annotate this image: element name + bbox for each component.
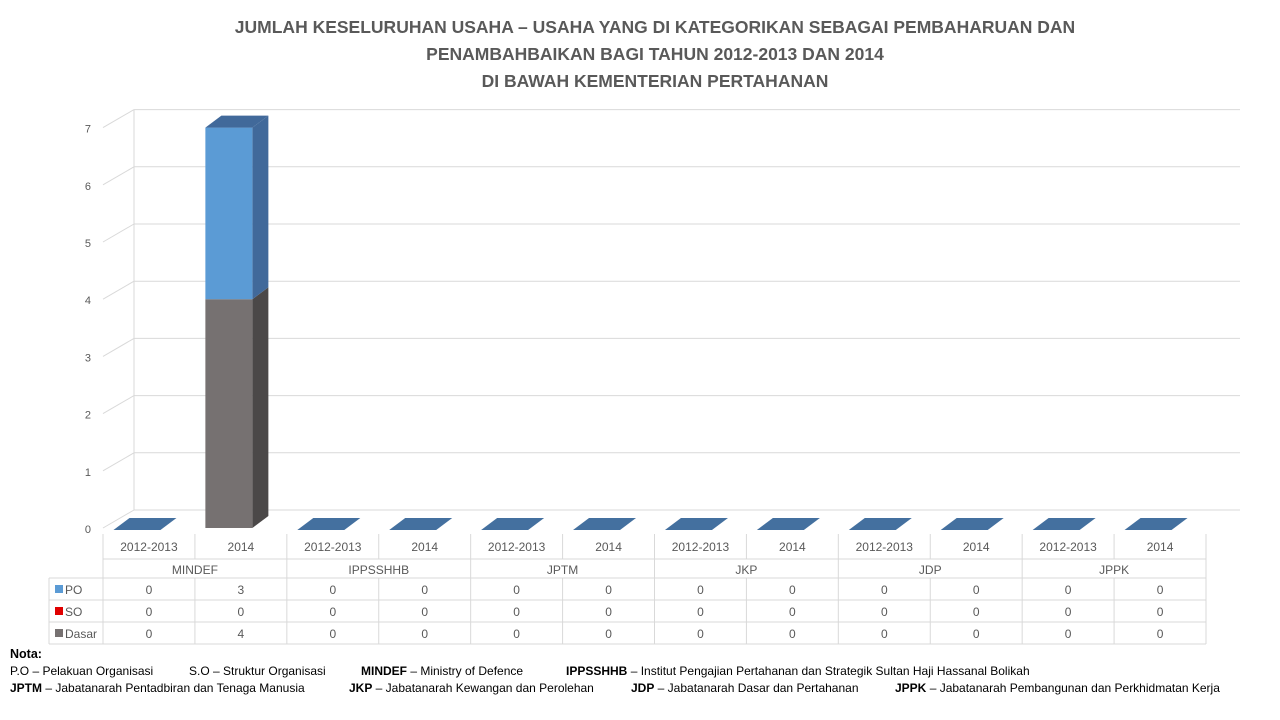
group-label: JPPK [1099,563,1130,577]
legend-key-po [55,585,63,593]
bar-po [205,128,252,300]
data-label: 0 [329,583,337,597]
title-line-3: DI BAWAH KEMENTERIAN PERTAHANAN [481,71,829,91]
x-tick-label: 2014 [595,540,622,554]
data-label: 0 [421,583,429,597]
gridline-diagonal [103,110,134,128]
x-tick-label: 2012-2013 [304,540,362,554]
x-tick-label: 2012-2013 [1039,540,1097,554]
data-label: 0 [145,583,153,597]
bar-dasar-side [252,287,268,528]
gridline-diagonal [103,281,134,299]
note-jppk: JPPK – Jabatanarah Pembangunan dan Perkhidmatan Kerja [895,681,1220,695]
data-label: 0 [329,627,337,641]
gridline-diagonal [103,167,134,185]
zero-bar-tile [573,518,636,530]
data-label: 0 [421,627,429,641]
zero-bar-tile [389,518,452,530]
zero-bar-tile [481,518,544,530]
zero-bar-tile [1125,518,1188,530]
gridline-diagonal [103,396,134,414]
legend-key-dasar [55,629,63,637]
data-label: 0 [880,627,888,641]
y-tick-label: 7 [84,123,91,136]
x-tick-label: 2014 [962,540,990,554]
legend-key-so [55,607,63,615]
note-ippsshhb: IPPSSHHB – Institut Pengajian Pertahanan dan Strategik Sultan Haji Hassanal Bolikah [566,664,1030,678]
legend-label-po: PO [65,583,83,597]
zero-bar-tile [1033,518,1096,530]
x-tick-label: 2012-2013 [671,540,730,554]
group-label: JKP [735,563,758,577]
y-tick-label: 0 [84,524,91,536]
data-label: 0 [605,627,612,641]
zero-bar-tile [941,518,1004,530]
data-label: 0 [789,605,796,619]
note-jptm: JPTM – Jabatanarah Pentadbiran dan Tenaga Manusia [10,681,305,695]
data-label: 0 [789,583,796,597]
x-tick-label: 2012-2013 [855,540,913,554]
group-label: MINDEF [171,563,218,577]
notes-section [10,646,1275,697]
x-tick-label: 2014 [1146,540,1174,554]
y-tick-label: 2 [84,409,91,422]
data-label: 4 [237,627,245,641]
y-tick-label: 3 [84,352,91,365]
group-label: IPPSSHHB [348,563,410,577]
data-label: 0 [329,605,337,619]
data-label: 3 [237,583,245,597]
data-label: 0 [145,627,153,641]
gridline-diagonal [103,453,134,471]
data-label: 0 [880,583,888,597]
gridlines [103,110,1240,528]
data-label: 0 [1156,627,1164,641]
x-tick-label: 2014 [411,540,439,554]
note-so: S.O – Struktur Organisasi [189,664,326,678]
zero-bar-tile [757,518,820,530]
y-tick-label: 1 [84,466,91,479]
notes-row-1 [10,663,1275,680]
notes-header: Nota: [10,647,42,661]
x-tick-label: 2014 [227,540,255,554]
data-label: 0 [237,605,245,619]
bar-dasar [205,299,252,528]
bar-po-side [252,116,268,300]
data-label: 0 [605,583,612,597]
x-tick-label: 2012-2013 [487,540,546,554]
data-table [49,534,1206,644]
gridline-diagonal [103,224,134,242]
data-label: 0 [1064,627,1072,641]
y-tick-label: 4 [84,295,91,308]
data-label: 0 [513,605,520,619]
data-label: 0 [972,605,980,619]
group-label: JDP [918,563,942,577]
legend-label-so: SO [65,605,83,619]
note-mindef: MINDEF – Ministry of Defence [361,664,524,678]
y-tick-label: 6 [84,180,91,193]
data-label: 0 [1156,583,1164,597]
data-label: 0 [513,583,520,597]
zero-bar-tile [665,518,728,530]
data-label: 0 [697,627,704,641]
data-label: 0 [145,605,153,619]
title-line-1: JUMLAH KESELURUHAN USAHA – USAHA YANG DI KATEGORIKAN SEBAGAI PEMBAHARUAN DAN [234,17,1076,37]
data-label: 0 [421,605,429,619]
data-label: 0 [697,583,704,597]
data-label: 0 [972,583,980,597]
zero-bar-tile [849,518,912,530]
gridline-diagonal [103,338,134,356]
data-label: 0 [972,627,980,641]
data-label: 0 [1064,605,1072,619]
data-label: 0 [880,605,888,619]
note-po: P.O – Pelakuan Organisasi [10,664,154,678]
data-label: 0 [1064,583,1072,597]
x-tick-label: 2012-2013 [120,540,178,554]
data-label: 0 [605,605,612,619]
note-jkp: JKP – Jabatanarah Kewangan dan Perolehan [349,681,594,695]
title-line-2: PENAMBAHBAIKAN BAGI TAHUN 2012-2013 DAN 2014 [426,44,884,64]
note-jdp: JDP – Jabatanarah Dasar dan Pertahanan [631,681,859,695]
notes-row-2 [10,680,1275,697]
data-label: 0 [1156,605,1164,619]
data-label: 0 [697,605,704,619]
zero-bar-tile [297,518,360,530]
data-label: 0 [513,627,520,641]
zero-bar-tile [113,518,176,530]
legend-label-dasar: Dasar [65,627,98,641]
data-label: 0 [789,627,796,641]
group-label: JPTM [546,563,579,577]
x-tick-label: 2014 [779,540,806,554]
y-tick-label: 5 [84,238,91,250]
